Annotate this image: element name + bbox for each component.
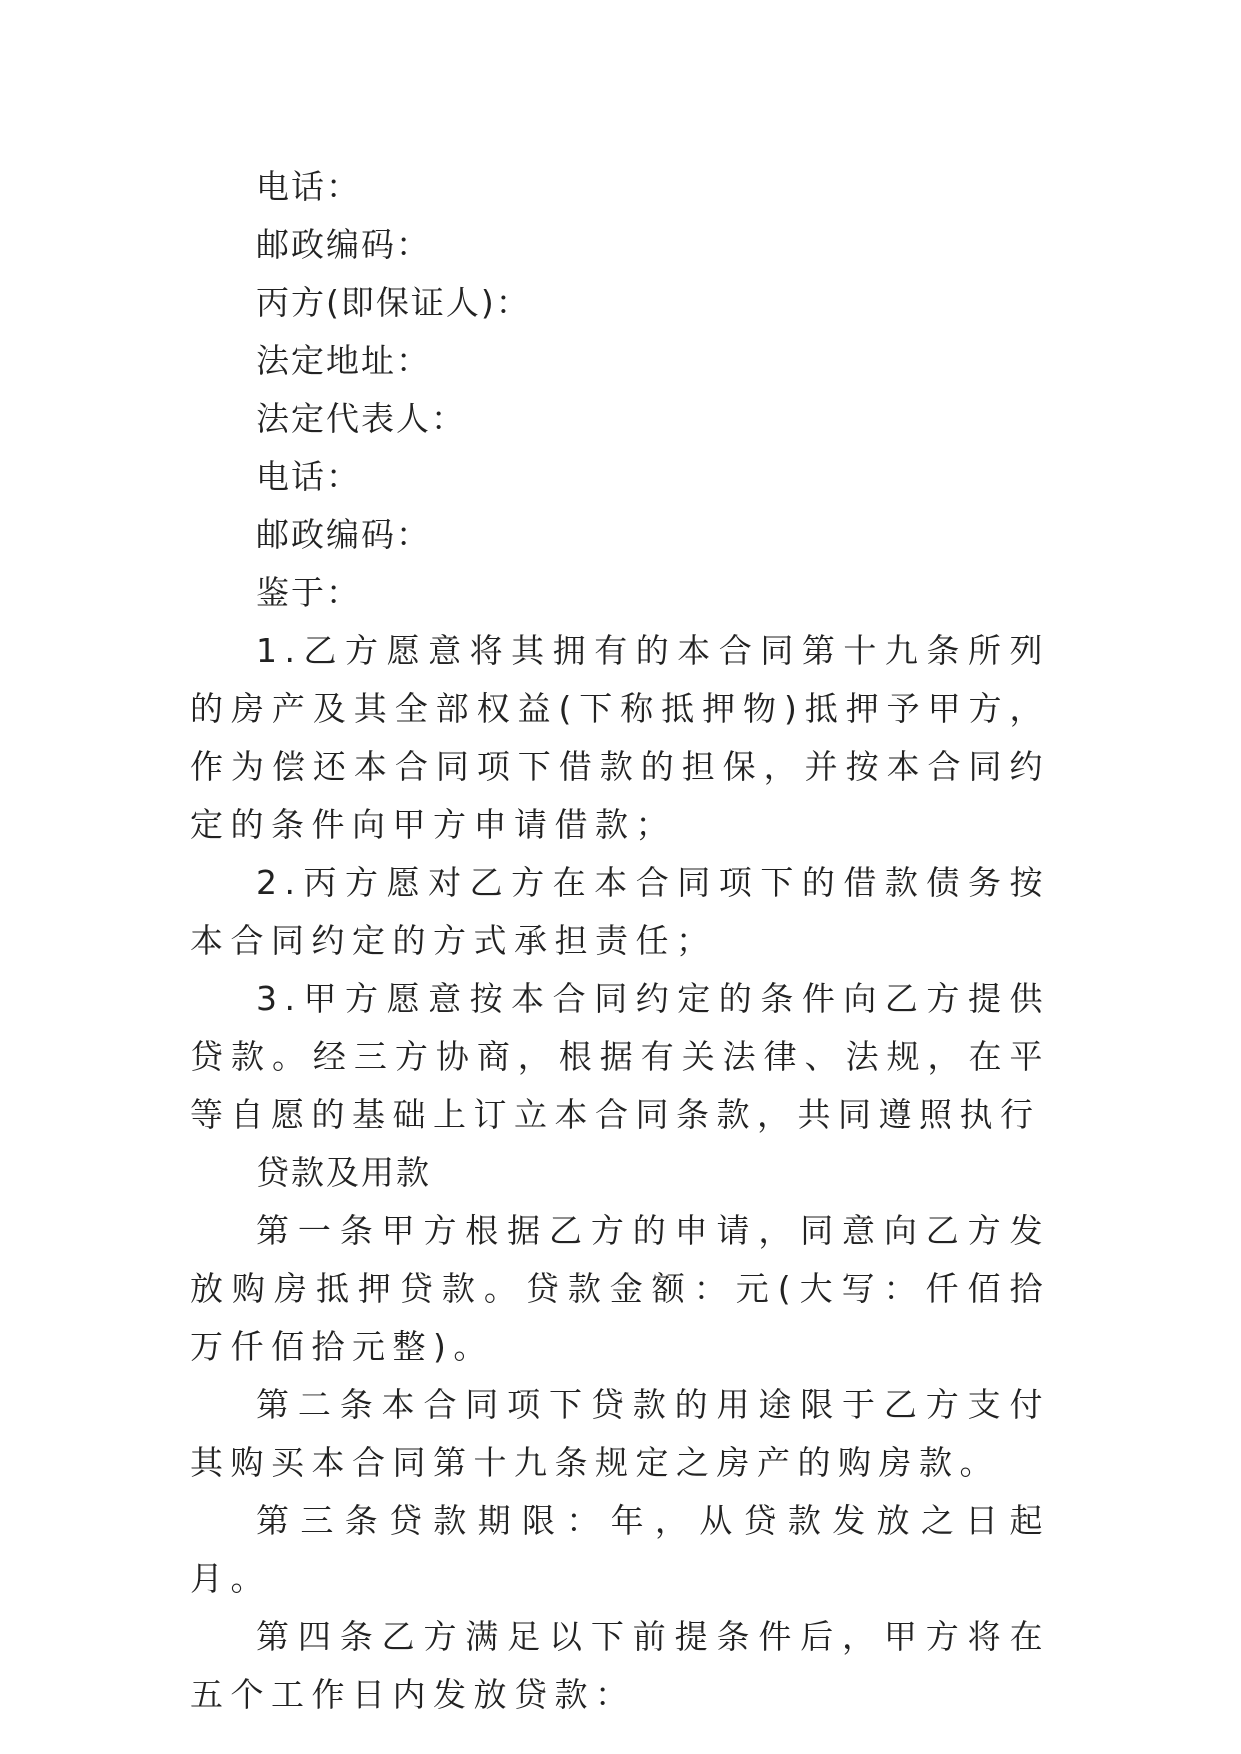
party-c-phone-label: 电话： <box>256 457 361 496</box>
whereas-item-2: 2.丙方愿对乙方在本合同项下的借款债务按本合同约定的方式承担责任； <box>190 863 1050 960</box>
party-b-phone-label: 电话： <box>256 167 361 206</box>
whereas-item-1: 1.乙方愿意将其拥有的本合同第十九条所列的房产及其全部权益(下称抵押物)抵押予甲方，作为偿还本合同项下借款的担保，并按本合同约定的条件向甲方申请借款； <box>190 631 1050 844</box>
contract-page <box>190 158 1050 1724</box>
article-4: 第四条乙方满足以下前提条件后，甲方将在五个工作日内发放贷款： <box>190 1617 1050 1714</box>
party-c-legal-address-label: 法定地址： <box>256 341 431 380</box>
section-heading: 贷款及用款 <box>256 1153 431 1192</box>
article-2: 第二条本合同项下贷款的用途限于乙方支付其购买本合同第十九条规定之房产的购房款。 <box>190 1385 1050 1482</box>
party-c-postcode-label: 邮政编码： <box>256 515 431 554</box>
party-c-title: 丙方(即保证人)： <box>256 283 531 322</box>
party-b-postcode-label: 邮政编码： <box>256 225 431 264</box>
whereas-item-3: 3.甲方愿意按本合同约定的条件向乙方提供贷款。经三方协商，根据有关法律、法规，在平等自愿的基础上订立本合同条款，共同遵照执行 <box>190 979 1050 1134</box>
article-1: 第一条甲方根据乙方的申请，同意向乙方发放购房抵押贷款。贷款金额：元(大写：仟佰拾万仟佰拾元整)。 <box>190 1211 1050 1366</box>
whereas-heading: 鉴于： <box>256 573 361 612</box>
article-3: 第三条贷款期限：年，从贷款发放之日起月。 <box>190 1501 1050 1598</box>
party-c-legal-rep-label: 法定代表人： <box>256 399 466 438</box>
